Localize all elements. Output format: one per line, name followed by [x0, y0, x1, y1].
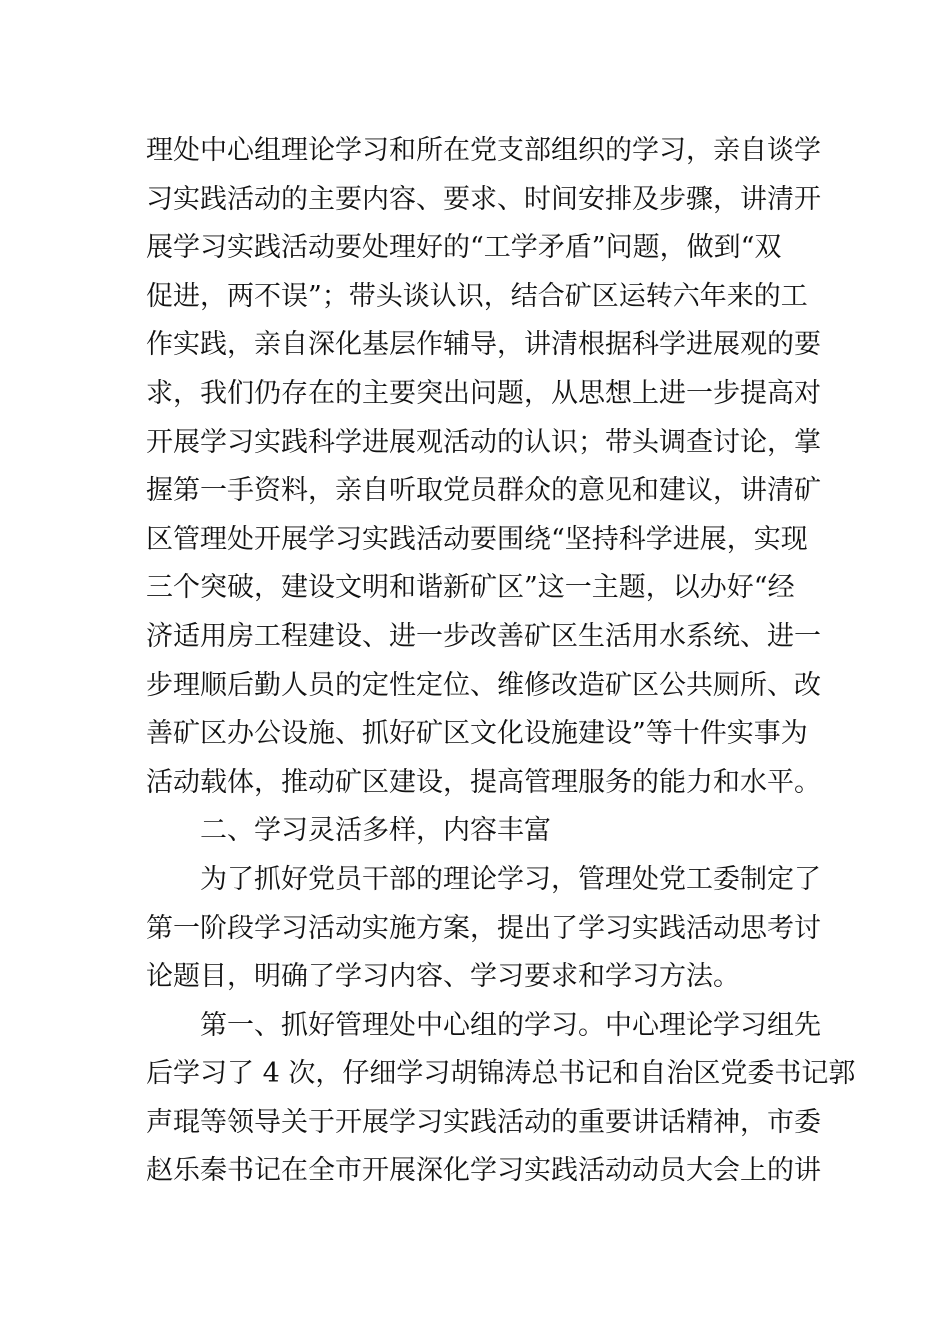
text-line: 后学习了 4 次，仔细学习胡锦涛总书记和自治区党委书记郭: [146, 1058, 856, 1090]
text-line: 握第一手资料，亲自听取党员群众的意见和建议，讲清矿: [146, 475, 821, 507]
text-line: 第一阶段学习活动实施方案，提出了学习实践活动思考讨: [146, 912, 821, 944]
paragraph-start-line: 为了抓好党员干部的理论学习，管理处党工委制定了: [200, 863, 821, 895]
text-line: 济适用房工程建设、进一步改善矿区生活用水系统、进一: [146, 620, 821, 652]
text-line: 论题目，明确了学习内容、学习要求和学习方法。: [146, 961, 740, 993]
section-heading: 二、学习灵活多样，内容丰富: [200, 815, 551, 847]
text-line: 习实践活动的主要内容、要求、时间安排及步骤，讲清开: [146, 183, 821, 215]
text-line: 开展学习实践科学进展观活动的认识；带头调查讨论，掌: [146, 426, 821, 458]
text-line: 声琨等领导关于开展学习实践活动的重要讲话精神，市委: [146, 1106, 821, 1138]
text-line: 作实践，亲自深化基层作辅导，讲清根据科学进展观的要: [146, 329, 821, 361]
text-line: 善矿区办公设施、抓好矿区文化设施建设”等十件实事为: [146, 718, 808, 750]
text-line: 赵乐秦书记在全市开展深化学习实践活动动员大会上的讲: [146, 1155, 821, 1187]
text-line: 求，我们仍存在的主要突出问题，从思想上进一步提高对: [146, 377, 821, 409]
text-line: 理处中心组理论学习和所在党支部组织的学习，亲自谈学: [146, 135, 821, 166]
text-line: 步理顺后勤人员的定性定位、维修改造矿区公共厕所、改: [146, 669, 821, 701]
text-line: 活动载体，推动矿区建设，提高管理服务的能力和水平。: [146, 766, 821, 798]
body-text: [146, 127, 856, 1196]
paragraph-start-line: 第一、抓好管理处中心组的学习。中心理论学习组先: [200, 1009, 821, 1041]
text-line: 促进，两不误”；带头谈认识，结合矿区运转六年来的工: [146, 280, 808, 312]
text-line: 区管理处开展学习实践活动要围绕“坚持科学进展，实现: [146, 523, 808, 555]
text-line: 三个突破，建设文明和谐新矿区”这一主题，以办好“经: [146, 572, 795, 604]
text-line: 展学习实践活动要处理好的“工学矛盾”问题，做到“双: [146, 232, 782, 264]
